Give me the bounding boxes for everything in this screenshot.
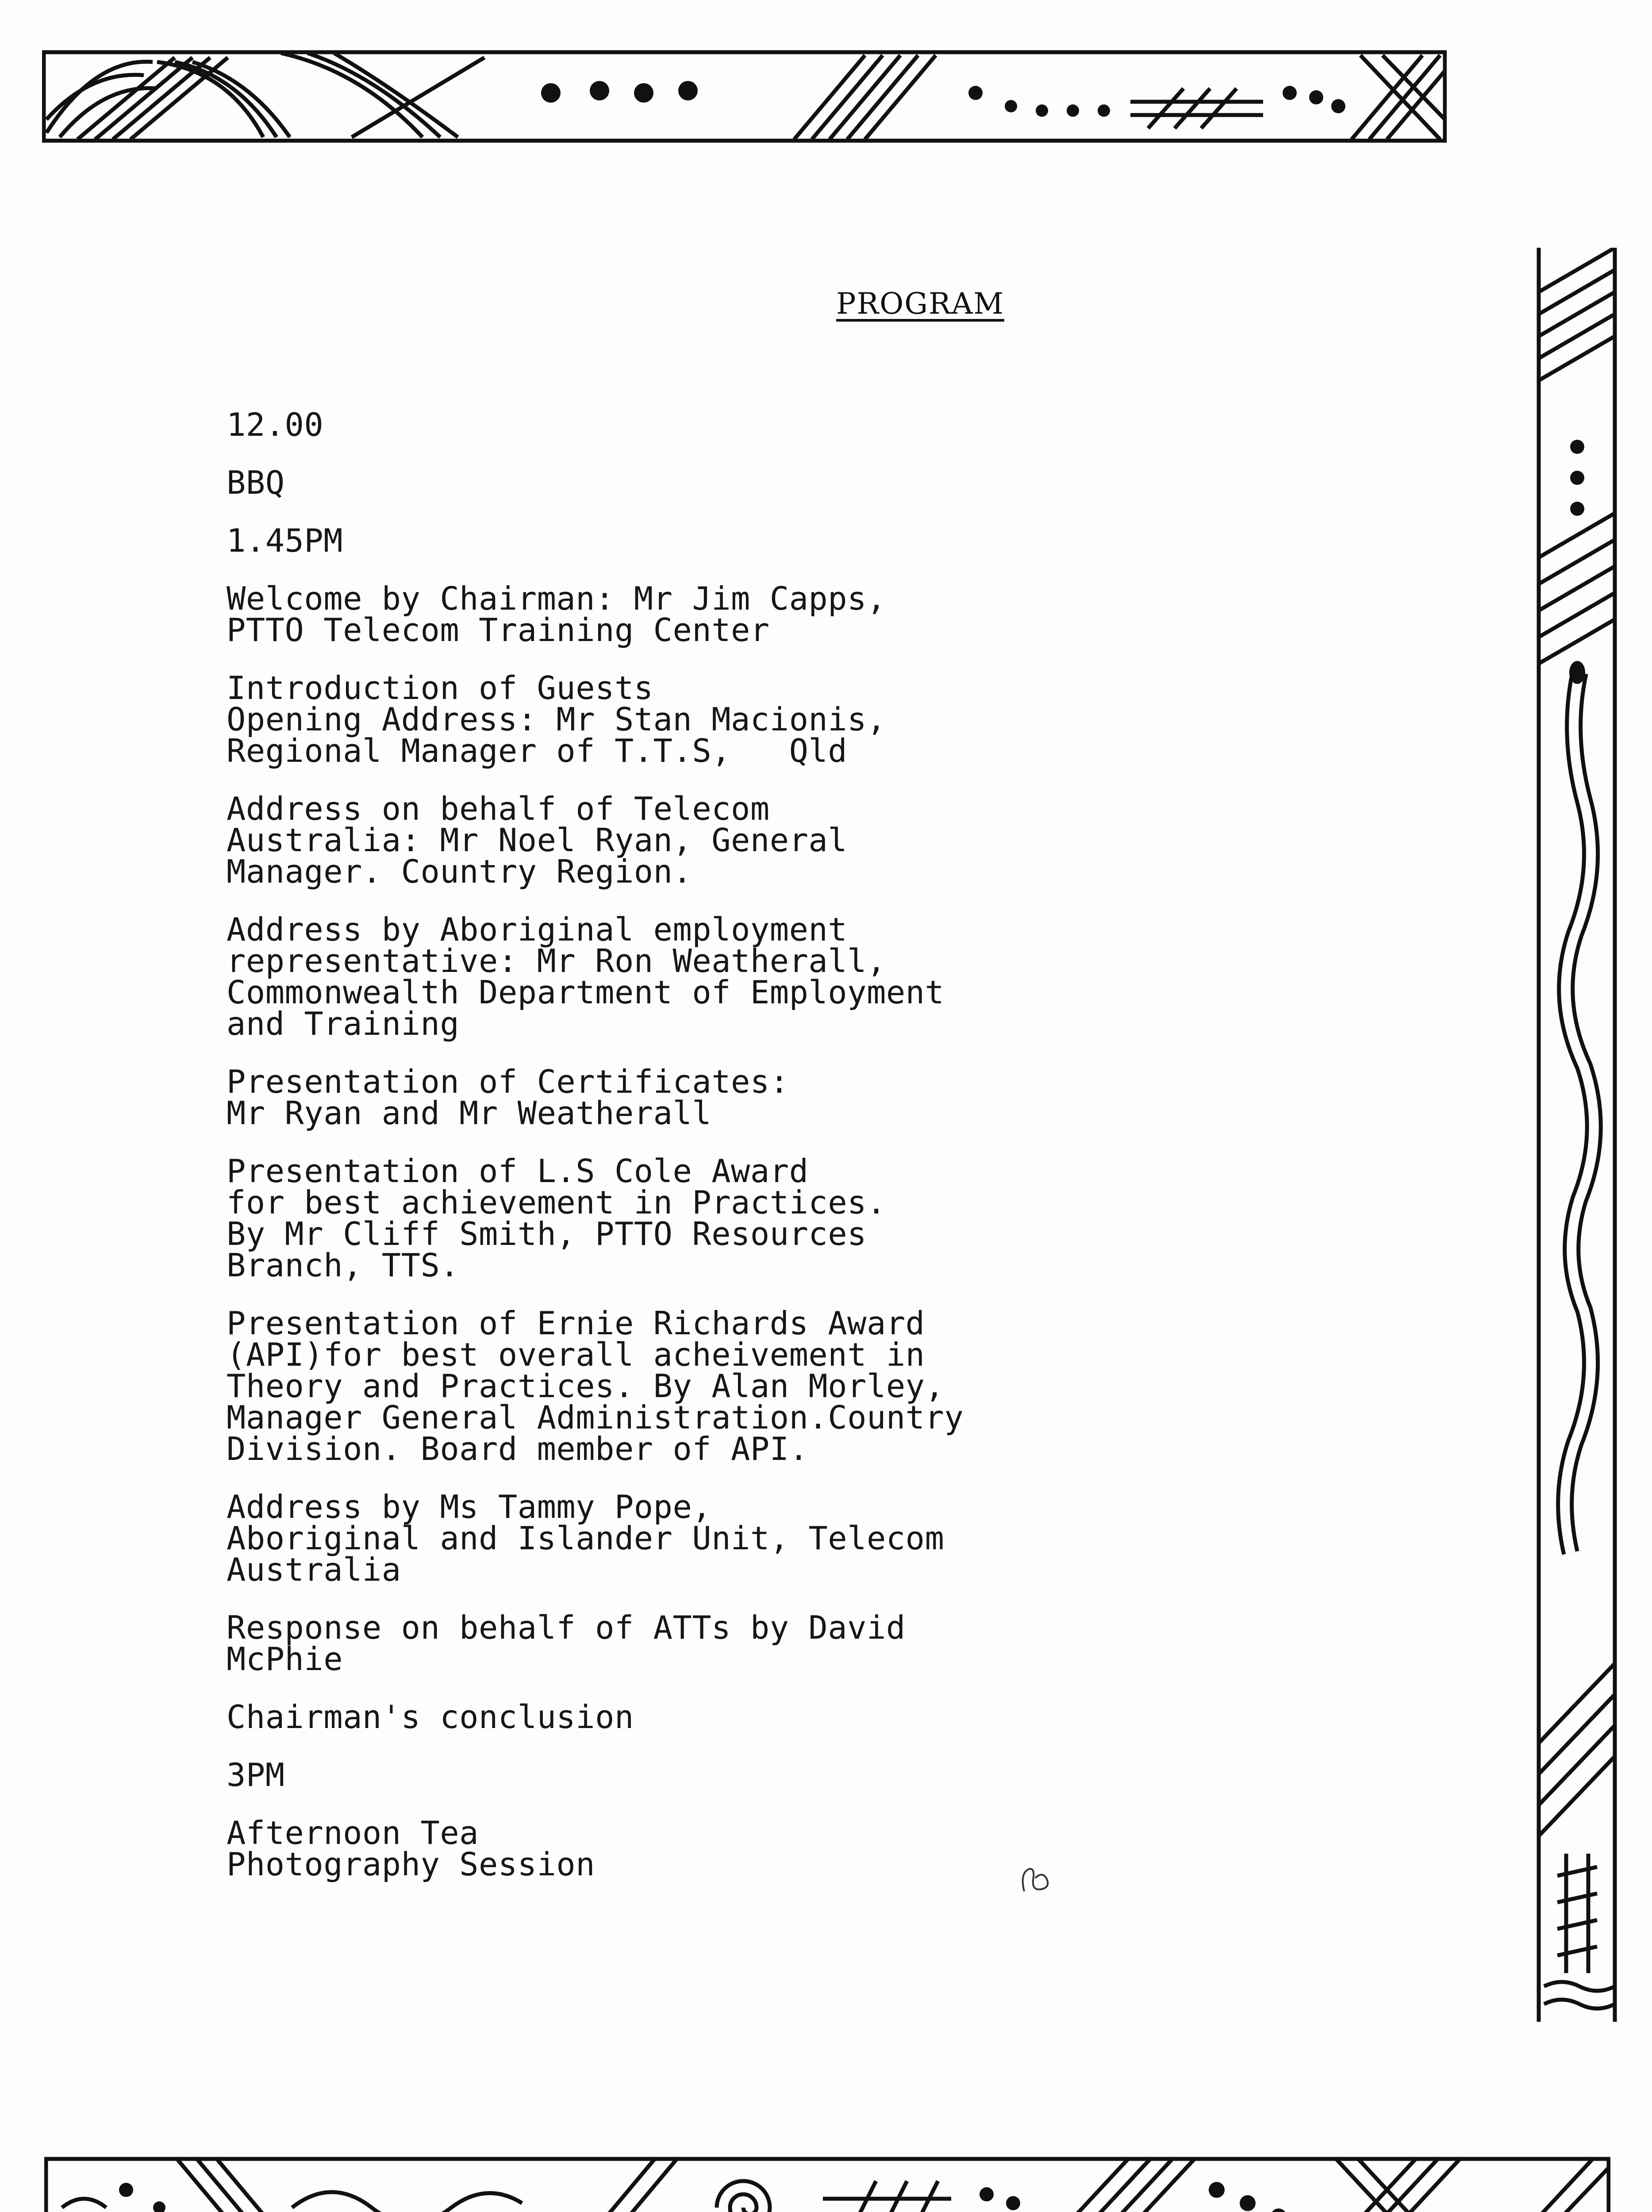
- agenda-item: [227, 464, 1465, 501]
- agenda-line: Division. Board member of API.: [227, 1430, 809, 1467]
- agenda-item: [227, 406, 1465, 443]
- agenda-item: [227, 1063, 1465, 1132]
- agenda-item: [227, 1609, 1465, 1678]
- agenda-line: 12.00: [227, 406, 324, 443]
- agenda-line: Chairman's conclusion: [227, 1698, 634, 1736]
- agenda-line: Manager. Country Region.: [227, 853, 692, 890]
- agenda-item: [227, 911, 1465, 1042]
- agenda-item: [227, 1488, 1465, 1588]
- agenda-line: Welcome by Chairman: Mr Jim Capps,: [227, 580, 886, 617]
- agenda-item: [227, 669, 1465, 769]
- agenda-line: Australia: Mr Noel Ryan, General: [227, 822, 848, 859]
- agenda-line: (API)for best overall acheivement in: [227, 1336, 925, 1373]
- agenda-item: [227, 790, 1465, 890]
- agenda-item: [227, 1305, 1465, 1467]
- agenda-item: [227, 1152, 1465, 1284]
- agenda-line: Aboriginal and Islander Unit, Telecom: [227, 1520, 945, 1557]
- program-agenda: [227, 406, 1465, 1907]
- handwritten-mark: [1015, 1860, 1055, 1900]
- agenda-line: BBQ: [227, 464, 285, 501]
- agenda-line: Address on behalf of Telecom: [227, 790, 770, 827]
- agenda-line: Commonwealth Department of Employment: [227, 974, 945, 1011]
- agenda-line: 3PM: [227, 1756, 285, 1793]
- agenda-line: Presentation of Ernie Richards Award: [227, 1305, 925, 1342]
- agenda-item: [227, 1756, 1465, 1793]
- agenda-line: Response on behalf of ATTs by David: [227, 1609, 906, 1646]
- agenda-line: Presentation of L.S Cole Award: [227, 1152, 809, 1190]
- agenda-line: for best achievement in Practices.: [227, 1184, 886, 1221]
- agenda-line: 1.45PM: [227, 522, 343, 559]
- right-border-pattern: [1535, 248, 1621, 2022]
- agenda-line: Mr Ryan and Mr Weatherall: [227, 1094, 712, 1132]
- agenda-item: [227, 1814, 1465, 1883]
- agenda-item: [227, 580, 1465, 649]
- agenda-line: Address by Aboriginal employment: [227, 911, 848, 948]
- agenda-line: representative: Mr Ron Weatherall,: [227, 942, 886, 979]
- agenda-line: Afternoon Tea: [227, 1814, 479, 1851]
- agenda-line: McPhie: [227, 1640, 343, 1678]
- agenda-item: [227, 522, 1465, 559]
- agenda-line: By Mr Cliff Smith, PTTO Resources: [227, 1215, 867, 1252]
- agenda-line: Australia: [227, 1551, 401, 1588]
- page-title: PROGRAM: [836, 287, 1004, 321]
- bottom-border-pattern: [44, 2150, 1610, 2212]
- agenda-line: Photography Session: [227, 1846, 595, 1883]
- agenda-line: Address by Ms Tammy Pope,: [227, 1488, 712, 1525]
- agenda-line: and Training: [227, 1005, 460, 1042]
- agenda-line: Opening Address: Mr Stan Macionis,: [227, 701, 886, 738]
- agenda-line: Branch, TTS.: [227, 1247, 460, 1284]
- agenda-line: PTTO Telecom Training Center: [227, 611, 770, 649]
- agenda-line: Introduction of Guests: [227, 669, 653, 707]
- top-border-pattern: [42, 44, 1447, 146]
- agenda-line: Manager General Administration.Country: [227, 1399, 964, 1436]
- agenda-line: Theory and Practices. By Alan Morley,: [227, 1367, 945, 1405]
- agenda-item: [227, 1698, 1465, 1736]
- agenda-line: Presentation of Certificates:: [227, 1063, 789, 1100]
- agenda-line: Regional Manager of T.T.S, Qld: [227, 732, 848, 769]
